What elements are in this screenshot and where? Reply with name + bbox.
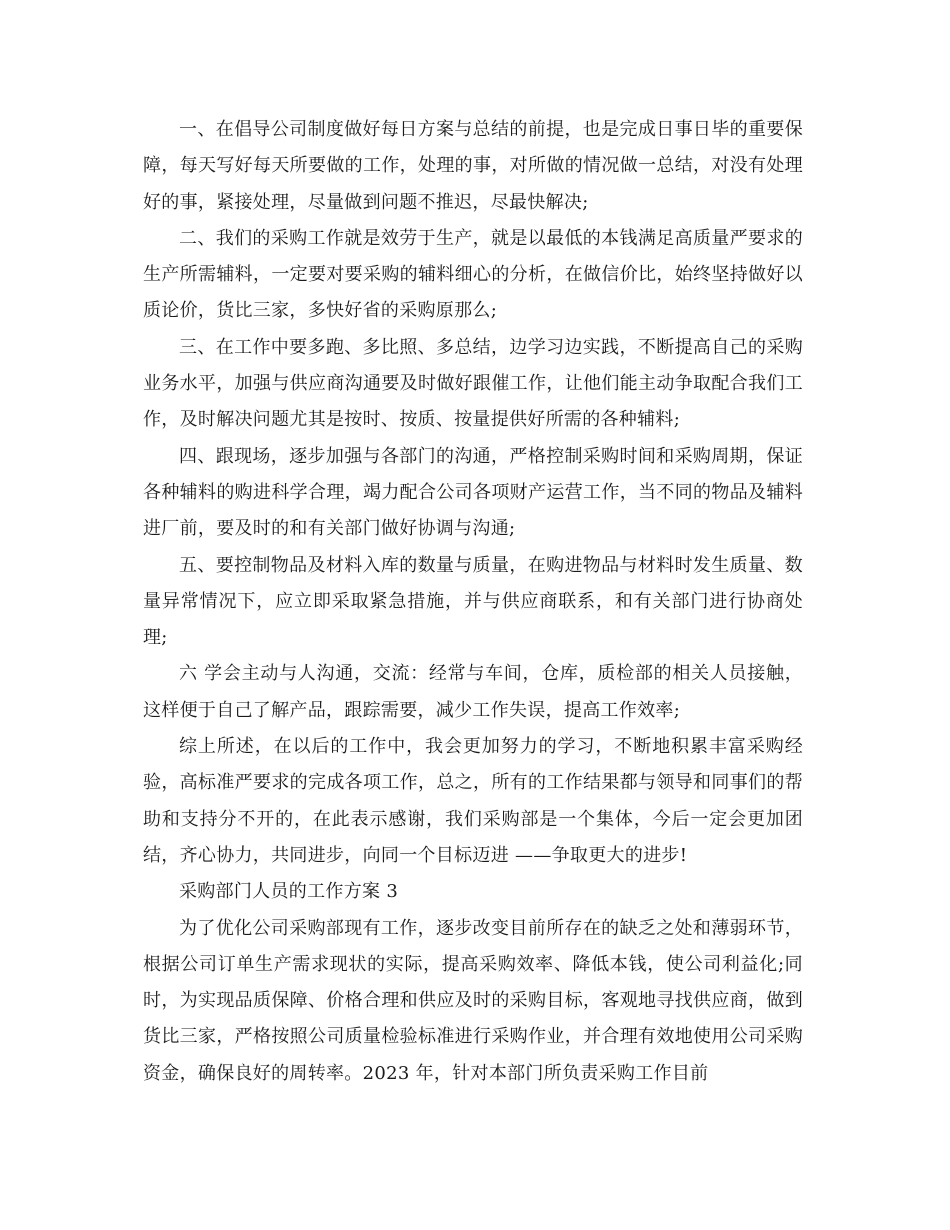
- paragraph-8: 为了优化公司采购部现有工作，逐步改变目前所存在的缺乏之处和薄弱环节，根据公司订单生产需求现状的实际，提高采购效率、降低本钱，使公司利益化;同时，为实现品质保障、价格合理和供应及时的采购目标，客观地寻找供应商，做到货比三家，严格按照公司质量检验标准进行采购作业，并合理有效地使用公司采购资金，确保良好的周转率。2023 年，针对本部门所负责采购工作目前: [143, 917, 803, 1084]
- paragraph-7: 综上所述，在以后的工作中，我会更加努力的学习，不断地积累丰富采购经验，高标准严要求的完成各项工作，总之，所有的工作结果都与领导和同事们的帮助和支持分不开的，在此表示感谢，我们采购部是一个集体，今后一定会更加团结，齐心协力，共同进步，向同一个目标迈进 ——争取更大的进步!: [143, 736, 803, 866]
- paragraph-6: 六 学会主动与人沟通，交流：经常与车间，仓库，质检部的相关人员接触，这样便于自己了解产品，跟踪需要，减少工作失误，提高工作效率;: [143, 663, 803, 721]
- paragraph-2: 二、我们的采购工作就是效劳于生产，就是以最低的本钱满足高质量严要求的生产所需辅料，一定要对要采购的辅料细心的分析，在做信价比，始终坚持做好以质论价，货比三家，多快好省的采购原那么;: [143, 227, 803, 322]
- paragraph-4: 四、跟现场，逐步加强与各部门的沟通，严格控制采购时间和采购周期，保证各种辅料的购进科学合理，竭力配合公司各项财产运营工作，当不同的物品及辅料进厂前，要及时的和有关部门做好协调与沟通;: [143, 445, 803, 540]
- paragraph-1: 一、在倡导公司制度做好每日方案与总结的前提，也是完成日事日毕的重要保障，每天写好每天所要做的工作，处理的事，对所做的情况做一总结，对没有处理好的事，紧接处理，尽量做到问题不推迟，尽最快解决;: [143, 119, 803, 213]
- section-heading: 采购部门人员的工作方案 3: [179, 881, 399, 903]
- paragraph-5: 五、要控制物品及材料入库的数量与质量，在购进物品与材料时发生质量、数量异常情况下，应立即采取紧急措施，并与供应商联系，和有关部门进行协商处理;: [143, 554, 803, 649]
- document-page: [143, 112, 803, 1092]
- paragraph-3: 三、在工作中要多跑、多比照、多总结，边学习边实践，不断提高自己的采购业务水平，加强与供应商沟通要及时做好跟催工作，让他们能主动争取配合我们工作，及时解决问题尤其是按时、按质、按量提供好所需的各种辅料;: [143, 336, 803, 431]
